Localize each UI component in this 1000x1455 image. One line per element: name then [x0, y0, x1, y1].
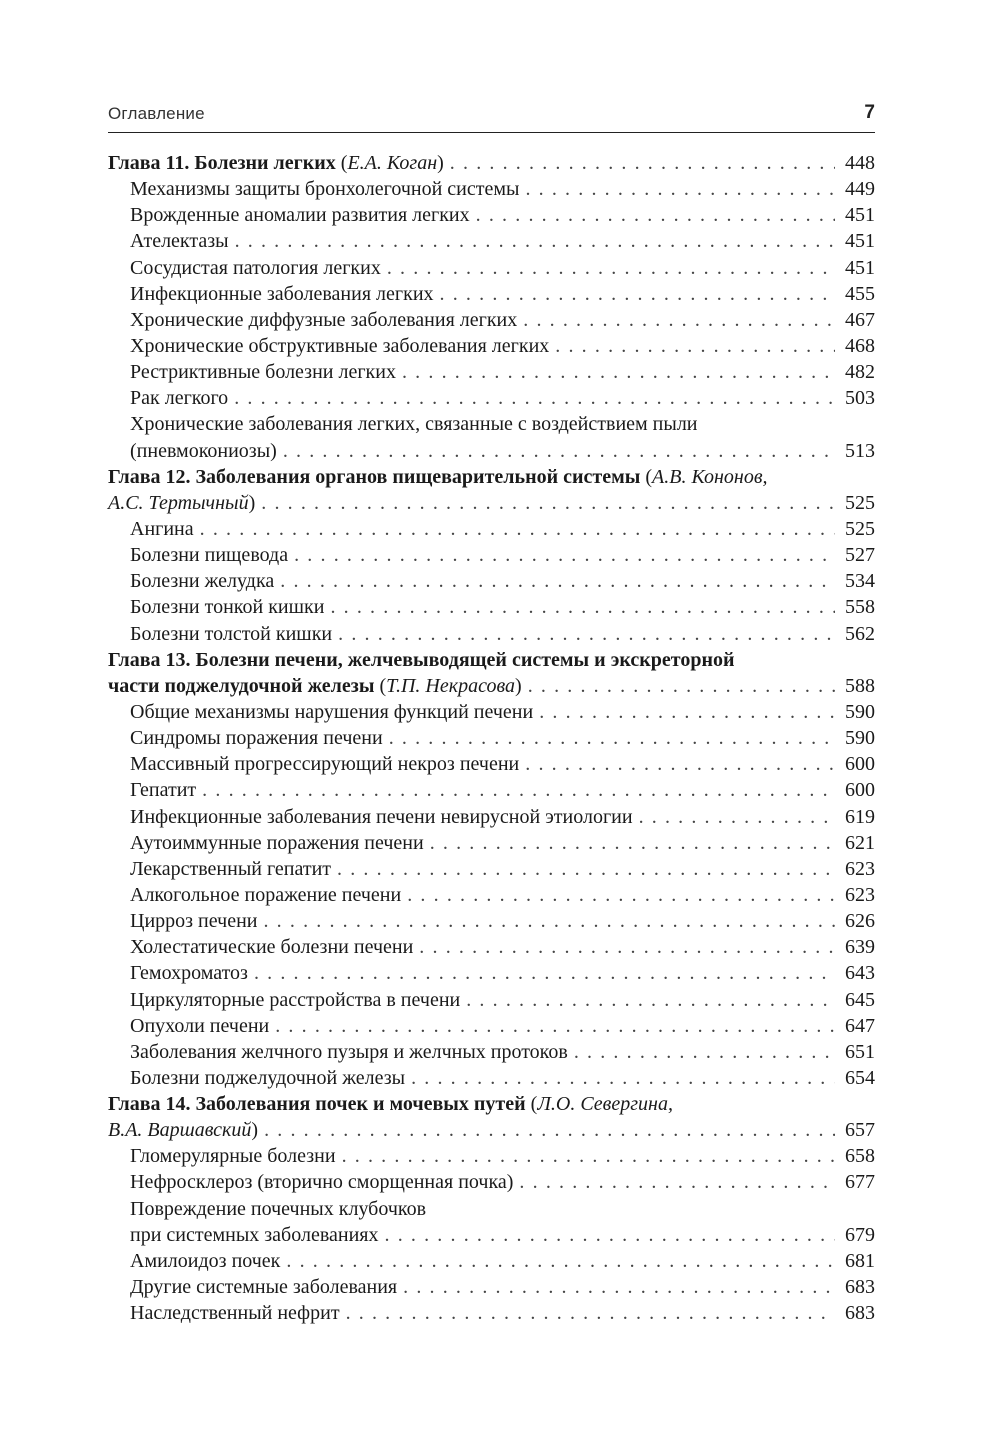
entry-label: Гломерулярные болезни — [130, 1145, 336, 1168]
entry-label: Рак легкого — [130, 387, 229, 410]
toc-entry — [108, 307, 875, 333]
page-ref: 558 — [845, 596, 875, 619]
entry-label: Ателектазы — [130, 230, 229, 253]
page-ref: 643 — [845, 962, 875, 985]
entry-label: Массивный прогрессирующий некроз печени — [130, 753, 520, 776]
entry-label: Гемохроматоз — [130, 962, 248, 985]
toc-entry — [108, 804, 875, 830]
page-ref: 525 — [845, 517, 875, 540]
dot-leader — [389, 725, 835, 751]
toc-entry — [108, 516, 875, 542]
page-ref: 683 — [845, 1276, 875, 1299]
chapter-author: В.А. Варшавский — [108, 1119, 252, 1142]
dot-leader — [385, 1222, 836, 1248]
toc-entry — [108, 202, 875, 228]
toc-chapter-12-line1 — [108, 464, 875, 490]
dot-leader — [574, 1039, 835, 1065]
chapter-author: А.В. Кононов, — [652, 465, 768, 488]
page-ref: 600 — [845, 753, 875, 776]
entry-label: Аутоиммунные поражения печени — [130, 831, 424, 854]
toc-entry — [108, 568, 875, 594]
entry-label: Опухоли печени — [130, 1014, 270, 1037]
paren-open: ( — [374, 674, 387, 697]
entry-label: Другие системные заболевания — [130, 1276, 398, 1299]
chapter-14-sections-a — [108, 1143, 875, 1195]
toc-entry — [108, 934, 875, 960]
chapter-11-sections — [108, 176, 875, 411]
page-ref: 482 — [845, 361, 875, 384]
dot-leader — [234, 385, 835, 411]
page-ref: 600 — [845, 779, 875, 802]
dot-leader — [275, 1013, 835, 1039]
toc-entry — [108, 1274, 875, 1300]
page-ref: 455 — [845, 282, 875, 305]
page-ref: 562 — [845, 622, 875, 645]
entry-label: Нефросклероз (вторично сморщенная почка) — [130, 1171, 514, 1194]
dot-leader — [286, 1248, 835, 1274]
toc-entry — [108, 987, 875, 1013]
dot-leader — [539, 699, 835, 725]
page-ref: 468 — [845, 334, 875, 357]
page-ref: 677 — [845, 1171, 875, 1194]
chapter-title: Глава 11. Болезни легких — [108, 152, 336, 174]
dot-leader — [555, 333, 835, 359]
entry-label: Алкогольное поражение печени — [130, 883, 402, 906]
entry-label: Механизмы защиты бронхолегочной системы — [130, 178, 520, 201]
toc-entry-multiline — [108, 1196, 875, 1222]
paren-close: ) — [248, 491, 256, 514]
chapter-title: Глава 13. Болезни печени, желчевыводящей системы и экскреторной — [108, 648, 735, 671]
dot-leader — [200, 516, 835, 542]
paren-open: ( — [335, 152, 348, 174]
toc-entry — [108, 176, 875, 202]
dot-leader — [402, 359, 835, 385]
page-ref: 651 — [845, 1040, 875, 1063]
page-ref: 525 — [845, 491, 875, 514]
toc-entry — [108, 281, 875, 307]
dot-leader — [407, 882, 835, 908]
page-ref: 647 — [845, 1014, 875, 1037]
toc-entry — [108, 333, 875, 359]
toc-entry — [108, 1039, 875, 1065]
page-ref: 681 — [845, 1249, 875, 1272]
entry-label-line2: при системных заболеваниях — [130, 1223, 379, 1246]
entry-label: Болезни толстой кишки — [130, 622, 333, 645]
dot-leader — [519, 1169, 835, 1195]
paren-close: ) — [251, 1119, 259, 1142]
page-ref: 623 — [845, 883, 875, 906]
dot-leader — [202, 777, 835, 803]
toc-entry — [108, 1013, 875, 1039]
dot-leader — [430, 830, 835, 856]
toc-entry — [108, 830, 875, 856]
toc-entry — [108, 777, 875, 803]
entry-label: Ангина — [130, 517, 194, 540]
toc-entry — [108, 1169, 875, 1195]
entry-label: Заболевания желчного пузыря и желчных протоков — [130, 1040, 568, 1063]
page-ref: 658 — [845, 1145, 875, 1168]
running-header-title: Оглавление — [108, 104, 205, 123]
entry-label: Болезни поджелудочной железы — [130, 1066, 406, 1089]
entry-label: Гепатит — [130, 779, 197, 802]
toc-entry — [108, 751, 875, 777]
chapter-author: А.С. Тертычный — [108, 491, 249, 514]
entry-label: Хронические диффузные заболевания легких — [130, 308, 518, 331]
dot-leader — [235, 228, 835, 254]
paren-close: ) — [437, 152, 444, 174]
page-ref: 590 — [845, 727, 875, 750]
entry-label: Синдромы поражения печени — [130, 727, 383, 750]
entry-label: Инфекционные заболевания легких — [130, 282, 434, 305]
toc-entry-multiline-end — [108, 438, 875, 464]
chapter-14-sections-b — [108, 1248, 875, 1326]
toc-entry-multiline-end — [108, 1222, 875, 1248]
page-ref: 513 — [845, 439, 875, 462]
entry-label: Холестатические болезни печени — [130, 936, 414, 959]
toc-entry — [108, 1248, 875, 1274]
toc-chapter-13-line1 — [108, 647, 875, 673]
toc-entry — [108, 856, 875, 882]
dot-leader — [387, 255, 835, 281]
toc-entry — [108, 725, 875, 751]
page-ref: 527 — [845, 544, 875, 567]
page-number: 7 — [864, 102, 875, 123]
header-rule — [108, 132, 875, 133]
page-ref: 621 — [845, 831, 875, 854]
entry-label: Сосудистая патология легких — [130, 256, 381, 279]
dot-leader — [450, 150, 835, 176]
page-ref: 683 — [845, 1302, 875, 1325]
toc-entry-multiline — [108, 411, 875, 437]
toc-entry — [108, 960, 875, 986]
entry-label: Болезни пищевода — [130, 544, 289, 567]
entry-label: Лекарственный гепатит — [130, 857, 332, 880]
paren-close: ) — [515, 674, 522, 697]
dot-leader — [254, 960, 835, 986]
dot-leader — [263, 908, 835, 934]
dot-leader — [280, 568, 835, 594]
toc-chapter-14-line1 — [108, 1091, 875, 1117]
page-ref: 503 — [845, 387, 875, 410]
dot-leader — [440, 281, 835, 307]
page-ref: 626 — [845, 910, 875, 933]
page-ref: 451 — [845, 256, 875, 279]
dot-leader — [338, 621, 835, 647]
page-ref: 679 — [845, 1223, 875, 1246]
dot-leader — [264, 1117, 835, 1143]
toc-entry — [108, 1143, 875, 1169]
toc-entry — [108, 882, 875, 908]
toc-entry — [108, 1065, 875, 1091]
page-ref: 588 — [845, 674, 875, 697]
dot-leader — [639, 804, 835, 830]
page-ref: 451 — [845, 230, 875, 253]
toc-chapter-11 — [108, 150, 875, 176]
toc-entry — [108, 228, 875, 254]
entry-label: Болезни желудка — [130, 570, 275, 593]
page-ref: 590 — [845, 700, 875, 723]
toc-chapter-13-line2 — [108, 673, 875, 699]
entry-label-line1: Повреждение почечных клубочков — [130, 1197, 427, 1220]
entry-label: Болезни тонкой кишки — [130, 596, 325, 619]
entry-label: Хронические обструктивные заболевания легких — [130, 334, 550, 357]
entry-label: Циркуляторные расстройства в печени — [130, 988, 461, 1011]
page-ref: 645 — [845, 988, 875, 1011]
chapter-author: Е.А. Коган — [347, 152, 438, 174]
toc-entry — [108, 699, 875, 725]
page-ref: 451 — [845, 204, 875, 227]
dot-leader — [330, 594, 835, 620]
entry-label: Наследственный нефрит — [130, 1302, 340, 1325]
dot-leader — [419, 934, 835, 960]
toc-entry — [108, 594, 875, 620]
page-ref: 657 — [845, 1119, 875, 1142]
entry-label: Рестриктивные болезни легких — [130, 361, 396, 384]
page-ref: 619 — [845, 805, 875, 828]
entry-label: Общие механизмы нарушения функций печени — [130, 700, 534, 723]
chapter-title: Глава 14. Заболевания почек и мочевых путей — [108, 1093, 526, 1116]
paren-open: ( — [640, 465, 653, 488]
toc-entry — [108, 542, 875, 568]
table-of-contents — [108, 150, 875, 1326]
chapter-title: Глава 12. Заболевания органов пищеварительной системы — [108, 465, 641, 488]
dot-leader — [283, 438, 835, 464]
dot-leader — [342, 1143, 835, 1169]
page-ref: 467 — [845, 308, 875, 331]
entry-label-line1: Хронические заболевания легких, связанные с воздействием пыли — [130, 413, 698, 436]
running-header — [108, 104, 875, 130]
page-ref: 448 — [845, 152, 875, 174]
page-ref: 534 — [845, 570, 875, 593]
entry-label: Инфекционные заболевания печени невирусной этиологии — [130, 805, 633, 828]
toc-entry — [108, 1300, 875, 1326]
chapter-author: Т.П. Некрасова — [386, 674, 516, 697]
dot-leader — [476, 202, 835, 228]
dot-leader — [525, 176, 835, 202]
toc-chapter-12-line2 — [108, 490, 875, 516]
entry-label: Цирроз печени — [130, 910, 258, 933]
page-ref: 449 — [845, 178, 875, 201]
toc-chapter-14-line2 — [108, 1117, 875, 1143]
dot-leader — [346, 1300, 835, 1326]
chapter-12-sections — [108, 516, 875, 647]
chapter-13-sections — [108, 699, 875, 1091]
dot-leader — [403, 1274, 835, 1300]
dot-leader — [411, 1065, 835, 1091]
page-ref: 623 — [845, 857, 875, 880]
entry-label: Амилоидоз почек — [130, 1249, 281, 1272]
entry-label: Врожденные аномалии развития легких — [130, 204, 470, 227]
dot-leader — [261, 490, 835, 516]
chapter-author: Л.О. Севергина, — [537, 1093, 673, 1116]
dot-leader — [294, 542, 835, 568]
entry-label-line2: (пневмокониозы) — [130, 439, 277, 462]
page-ref: 654 — [845, 1066, 875, 1089]
dot-leader — [525, 751, 835, 777]
toc-entry — [108, 621, 875, 647]
page-ref: 639 — [845, 936, 875, 959]
dot-leader — [337, 856, 835, 882]
toc-entry — [108, 908, 875, 934]
toc-entry — [108, 385, 875, 411]
chapter-title-cont: части поджелудочной железы — [108, 674, 375, 697]
dot-leader — [523, 307, 835, 333]
toc-entry — [108, 359, 875, 385]
toc-entry — [108, 255, 875, 281]
paren-open: ( — [525, 1093, 538, 1116]
dot-leader — [528, 673, 835, 699]
dot-leader — [466, 987, 835, 1013]
